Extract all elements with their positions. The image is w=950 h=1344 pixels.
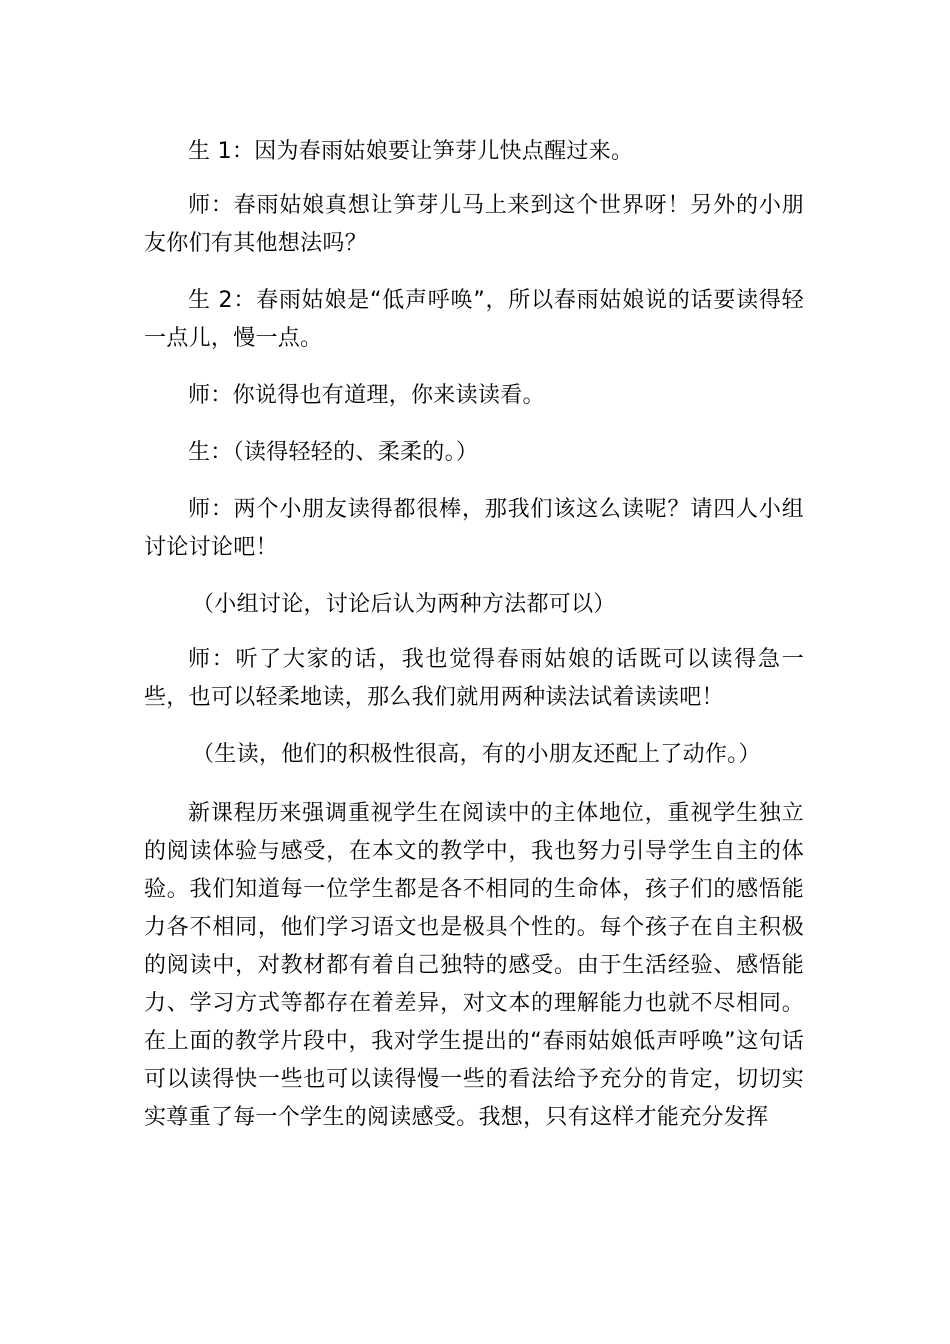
dialogue-teacher-4: 师：听了大家的话，我也觉得春雨姑娘的话既可以读得急一些，也可以轻柔地读，那么我们就用两种读法试着读读吧！ bbox=[144, 647, 804, 710]
dialogue-teacher-1: 师：春雨姑娘真想让笋芽儿马上来到这个世界呀！另外的小朋友你们有其他想法吗？ bbox=[144, 193, 804, 256]
dialogue-student-1: 生 1：因为春雨姑娘要让笋芽儿快点醒过来。 bbox=[188, 139, 634, 164]
stage-note-student-reading: （生读，他们的积极性很高，有的小朋友还配上了动作。） bbox=[192, 742, 761, 767]
dialogue-teacher-3: 师：两个小朋友读得都很棒，那我们该这么读呢？请四人小组讨论讨论吧！ bbox=[144, 497, 804, 560]
dialogue-teacher-2: 师：你说得也有道理，你来读读看。 bbox=[188, 383, 545, 408]
dialogue-student-reading: 生：（读得轻轻的、柔柔的。） bbox=[188, 440, 479, 465]
dialogue-student-2: 生 2：春雨姑娘是“低声呼唤”，所以春雨姑娘说的话要读得轻一点儿，慢一点。 bbox=[144, 288, 804, 351]
stage-note-group-discussion: （小组讨论，讨论后认为两种方法都可以） bbox=[192, 592, 616, 617]
reflection-paragraph: 新课程历来强调重视学生在阅读中的主体地位，重视学生独立的阅读体验与感受，在本文的教学中，我也努力引导学生自主的体验。我们知道每一位学生都是各不相同的生命体，孩子们的感悟能力各不相同，他们学习语文也是极具个性的。每个孩子在自主积极的阅读中，对教材都有着自己独特的感受。由于生活经验、感悟能力、学习方式等都存在着差异，对文本的理解能力也就不尽相同。在上面的教学片段中，我对学生提出的“春雨姑娘低声呼唤”这句话可以读得快一些也可以读得慢一些的看法给予充分的肯定，切切实实尊重了每一个学生的阅读感受。我想，只有这样才能充分发挥 bbox=[144, 801, 804, 1130]
